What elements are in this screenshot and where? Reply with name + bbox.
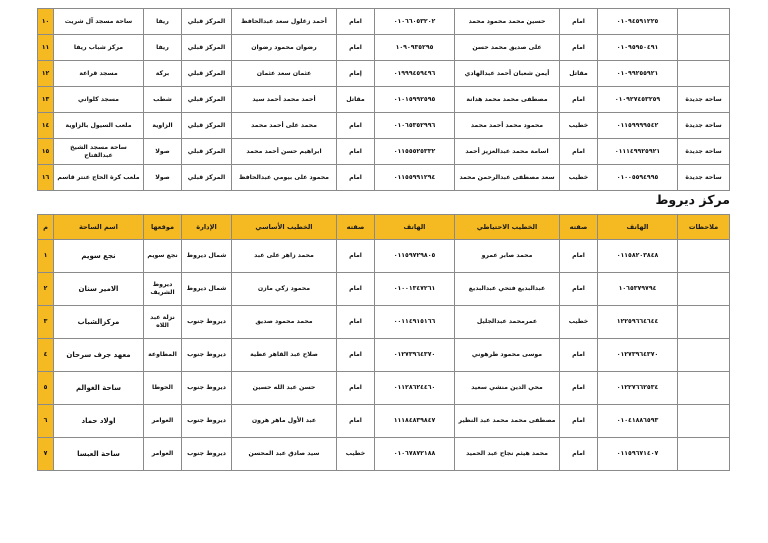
location-cell: الزاوية — [144, 113, 182, 139]
column-header-administration: الإدارة — [182, 215, 232, 240]
location-cell: العوامر — [144, 405, 182, 438]
administration-cell: شمال ديروط — [182, 273, 232, 306]
role-reserve-cell: امام — [560, 339, 598, 372]
reserve-preacher-cell: محمد صابر عمرو — [455, 240, 560, 273]
phone-reserve-cell: ٠١٠٤١٨٨٦٥٩٣ — [598, 405, 678, 438]
venue-name-cell: ملعب كرة الحاج عنتر قاسم — [54, 165, 144, 191]
main-preacher-cell: سيد صادق عبد المحسن — [232, 438, 337, 471]
notes-cell: ساحة جديدة — [678, 165, 730, 191]
role-main-cell: امام — [337, 306, 375, 339]
column-header-main-preacher: الخطيب الأساسي — [232, 215, 337, 240]
serial-cell: ٦ — [38, 405, 54, 438]
table-row — [38, 438, 730, 471]
phone-reserve-cell: ٠١٠٩٥٩٥٠٤٩١ — [598, 35, 678, 61]
reserve-preacher-cell: أيمن شعبان أحمد عبدالهادي — [455, 61, 560, 87]
main-preacher-cell: عبد الأول ماهر هرون — [232, 405, 337, 438]
role-reserve-cell: امام — [560, 273, 598, 306]
column-header-venue-name: اسم الساحة — [54, 215, 144, 240]
notes-cell — [678, 240, 730, 273]
location-cell: ديروط الشريف — [144, 273, 182, 306]
administration-cell: المركز قبلي — [182, 87, 232, 113]
administration-cell: المركز قبلي — [182, 139, 232, 165]
venue-name-cell: ساحة مسجد الشيخ عبدالفتاح — [54, 139, 144, 165]
role-main-cell: امام — [337, 139, 375, 165]
venue-name-cell: ساحة العبسا — [54, 438, 144, 471]
role-main-cell: امام — [337, 165, 375, 191]
venue-name-cell: ملعب السيول بالزاوية — [54, 113, 144, 139]
phone-main-cell: ٠٠١١٤٩١٥١٦٦ — [375, 306, 455, 339]
role-main-cell: امام — [337, 9, 375, 35]
main-preacher-cell: ابراهيم حسن أحمد محمد — [232, 139, 337, 165]
role-main-cell: امام — [337, 339, 375, 372]
role-reserve-cell: امام — [560, 405, 598, 438]
phone-reserve-cell: ١٢٢٥٩٦٦٤٦٤٤ — [598, 306, 678, 339]
location-cell: صولا — [144, 139, 182, 165]
administration-cell: المركز قبلي — [182, 165, 232, 191]
location-cell: شطب — [144, 87, 182, 113]
main-preacher-cell: محمد على أحمد محمد — [232, 113, 337, 139]
main-preacher-cell: رضوان محمود رضوان — [232, 35, 337, 61]
role-main-cell: امام — [337, 372, 375, 405]
reserve-preacher-cell: مصطفى محمد محمد عبد النظير — [455, 405, 560, 438]
role-reserve-cell: خطيب — [560, 165, 598, 191]
table-row — [38, 61, 730, 87]
header-row — [38, 215, 730, 240]
administration-cell: المركز قبلي — [182, 113, 232, 139]
notes-cell — [678, 438, 730, 471]
serial-cell: ٣ — [38, 306, 54, 339]
main-preacher-cell: محمد محمود صديق — [232, 306, 337, 339]
reserve-preacher-cell: اسامة محمد عبدالعزيز أحمد — [455, 139, 560, 165]
phone-reserve-cell: ٠١٠٩٤٥٩١٢٢٥ — [598, 9, 678, 35]
administration-cell: المركز قبلي — [182, 35, 232, 61]
column-header-reserve-preacher: الخطيب الاحتياطي — [455, 215, 560, 240]
column-header-role-reserve: صفته — [560, 215, 598, 240]
reserve-preacher-cell: عمرمحمد عبدالجليل — [455, 306, 560, 339]
phone-reserve-cell: ٠١١١٤٩٩٢٥٩٢١ — [598, 139, 678, 165]
role-reserve-cell: مقاتل — [560, 61, 598, 87]
main-preacher-cell: حسن عبد الله حسين — [232, 372, 337, 405]
notes-cell — [678, 61, 730, 87]
phone-reserve-cell: ٠١٢٢٧٦٦٢٥٣٤ — [598, 372, 678, 405]
serial-cell: ١ — [38, 240, 54, 273]
section-title: مركز ديروط — [655, 192, 730, 207]
serial-cell: ٥ — [38, 372, 54, 405]
role-main-cell: امام — [337, 273, 375, 306]
phone-reserve-cell: ١٠٦٥٣٧٩٧٩٤ — [598, 273, 678, 306]
notes-cell: ساحة جديدة — [678, 87, 730, 113]
phone-reserve-cell: ٠١١٥٩٦٧١٤٠٧ — [598, 438, 678, 471]
role-reserve-cell: امام — [560, 240, 598, 273]
administration-cell: ديروط جنوب — [182, 405, 232, 438]
table-row — [38, 87, 730, 113]
role-reserve-cell: امام — [560, 9, 598, 35]
venue-name-cell: ساحة مسجد آل شريت — [54, 9, 144, 35]
location-cell: ريفا — [144, 35, 182, 61]
administration-cell: ديروط جنوب — [182, 339, 232, 372]
venue-name-cell: ساحة الغوالم — [54, 372, 144, 405]
main-preacher-cell: صلاح عبد القاهر عطية — [232, 339, 337, 372]
phone-reserve-cell: ٠١١٥٨٢٠٣٨٤٨ — [598, 240, 678, 273]
administration-cell: المركز قبلي — [182, 9, 232, 35]
serial-cell: ٢ — [38, 273, 54, 306]
main-preacher-cell: عثمان سعد عثمان — [232, 61, 337, 87]
location-cell: ريفا — [144, 9, 182, 35]
venue-name-cell: اولاد حماد — [54, 405, 144, 438]
role-reserve-cell: امام — [560, 35, 598, 61]
reserve-preacher-cell: على صديق محمد حسن — [455, 35, 560, 61]
phone-main-cell: ٠١٠٦٧٨٧٢١٨٨ — [375, 438, 455, 471]
table-row — [38, 273, 730, 306]
role-main-cell: امام — [337, 405, 375, 438]
role-reserve-cell: امام — [560, 372, 598, 405]
phone-reserve-cell: ٠١٢٧٣٩٦٤٣٧٠ — [598, 339, 678, 372]
venue-name-cell: مسجد كلواني — [54, 87, 144, 113]
lower-table-container — [38, 214, 730, 471]
reserve-preacher-cell: محمد هيثم نجاح عبد الحميد — [455, 438, 560, 471]
table-row — [38, 9, 730, 35]
serial-cell: ١٤ — [38, 113, 54, 139]
reserve-preacher-cell: عبدالبديع فتحي عبدالبديع — [455, 273, 560, 306]
notes-cell: ساحة جديدة — [678, 113, 730, 139]
serial-cell: ١٦ — [38, 165, 54, 191]
location-cell: نزلة عبد اللاه — [144, 306, 182, 339]
upper-table-body — [38, 9, 730, 191]
phone-main-cell: ٠١١٥٩٧٢٩٨٠٥ — [375, 240, 455, 273]
serial-cell: ١٣ — [38, 87, 54, 113]
main-preacher-cell: محمود على بيومي عبدالحافظ — [232, 165, 337, 191]
phone-main-cell: ٠١١٥٥٥٢٥٣٣٢ — [375, 139, 455, 165]
phone-main-cell: ٠١٩٩٩٤٥٩٤٩٦ — [375, 61, 455, 87]
main-preacher-cell: أحمد زغلول سعد عبدالحافظ — [232, 9, 337, 35]
serial-cell: ٤ — [38, 339, 54, 372]
main-preacher-cell: محمود زكي مازن — [232, 273, 337, 306]
location-cell: بركة — [144, 61, 182, 87]
venue-name-cell: الامير سنان — [54, 273, 144, 306]
column-header-serial: م — [38, 215, 54, 240]
role-main-cell: إمام — [337, 61, 375, 87]
table-row — [38, 240, 730, 273]
column-header-phone-reserve: الهاتف — [598, 215, 678, 240]
serial-cell: ١٥ — [38, 139, 54, 165]
notes-cell — [678, 35, 730, 61]
notes-cell — [678, 372, 730, 405]
reserve-preacher-cell: محي الدين منشي سعيد — [455, 372, 560, 405]
serial-cell: ٧ — [38, 438, 54, 471]
venue-name-cell: مركز شباب ريفا — [54, 35, 144, 61]
administration-cell: ديروط جنوب — [182, 306, 232, 339]
phone-reserve-cell: ٠١٠٠٥٥٩٤٩٩٥ — [598, 165, 678, 191]
serial-cell: ١٢ — [38, 61, 54, 87]
phone-main-cell: ١١١٨٤٨٣٩٨٤٧ — [375, 405, 455, 438]
serial-cell: ١٠ — [38, 9, 54, 35]
location-cell: العوامر — [144, 438, 182, 471]
role-reserve-cell: امام — [560, 438, 598, 471]
venue-name-cell: مسجد قراعة — [54, 61, 144, 87]
mosque-assignments-table-continued — [37, 8, 730, 191]
table-row — [38, 113, 730, 139]
location-cell: الحوطا — [144, 372, 182, 405]
role-main-cell: امام — [337, 240, 375, 273]
notes-cell — [678, 339, 730, 372]
table-row — [38, 339, 730, 372]
role-main-cell: مقاتل — [337, 87, 375, 113]
role-reserve-cell: خطيب — [560, 306, 598, 339]
phone-main-cell: ١٠٩٠٩٣٥٢٩٥ — [375, 35, 455, 61]
phone-main-cell: ٠١٠٦٦٠٥٣٢٠٢ — [375, 9, 455, 35]
location-cell: نجع سويم — [144, 240, 182, 273]
reserve-preacher-cell: موسى محمود طرهوني — [455, 339, 560, 372]
administration-cell: ديروط جنوب — [182, 438, 232, 471]
lower-table-header — [38, 215, 730, 240]
column-header-notes: ملاحظات — [678, 215, 730, 240]
venue-name-cell: معهد جرف سرحان — [54, 339, 144, 372]
role-main-cell: امام — [337, 35, 375, 61]
table-row — [38, 35, 730, 61]
phone-main-cell: ٠١٠٠١٣٤٧٢٦١ — [375, 273, 455, 306]
phone-main-cell: ٠١١٢٨٦٢٤٤٦٠ — [375, 372, 455, 405]
venue-name-cell: مركزالشباب — [54, 306, 144, 339]
phone-main-cell: ٠١٢٧٣٩٦٤٣٧٠ — [375, 339, 455, 372]
phone-main-cell: ٠١١٥٥٩٩١٢٩٤ — [375, 165, 455, 191]
reserve-preacher-cell: محمود محمد أحمد محمد — [455, 113, 560, 139]
reserve-preacher-cell: سعد مصطفى عبدالرحمن محمد — [455, 165, 560, 191]
notes-cell — [678, 405, 730, 438]
serial-cell: ١١ — [38, 35, 54, 61]
role-reserve-cell: امام — [560, 139, 598, 165]
main-preacher-cell: محمد زاهر على عبد — [232, 240, 337, 273]
notes-cell — [678, 306, 730, 339]
administration-cell: المركز قبلي — [182, 61, 232, 87]
notes-cell: ساحة جديدة — [678, 139, 730, 165]
column-header-role-main: صفته — [337, 215, 375, 240]
table-row — [38, 306, 730, 339]
column-header-location: موقعها — [144, 215, 182, 240]
phone-main-cell: ٠١٠١٥٩٩٢٥٩٥ — [375, 87, 455, 113]
location-cell: المطاوعة — [144, 339, 182, 372]
phone-main-cell: ٠١٠٦٥٣٥٢٩٩٦ — [375, 113, 455, 139]
column-header-phone-main: الهاتف — [375, 215, 455, 240]
main-preacher-cell: أحمد محمد أحمد سيد — [232, 87, 337, 113]
role-main-cell: امام — [337, 113, 375, 139]
upper-table-container — [38, 8, 730, 191]
table-row — [38, 165, 730, 191]
venue-name-cell: نجع سويم — [54, 240, 144, 273]
table-row — [38, 405, 730, 438]
mosque-assignments-table-dayrut — [37, 214, 730, 471]
administration-cell: شمال ديروط — [182, 240, 232, 273]
lower-table-body — [38, 240, 730, 471]
administration-cell: ديروط جنوب — [182, 372, 232, 405]
role-reserve-cell: امام — [560, 87, 598, 113]
phone-reserve-cell: ٠١١٥٩٩٩٩٥٤٢ — [598, 113, 678, 139]
phone-reserve-cell: ٠١٠٩٢٧٤٥٣٢٥٩ — [598, 87, 678, 113]
table-row — [38, 139, 730, 165]
phone-reserve-cell: ٠١٠٩٩٢٥٥٩٢١ — [598, 61, 678, 87]
location-cell: صولا — [144, 165, 182, 191]
notes-cell — [678, 273, 730, 306]
table-row — [38, 372, 730, 405]
role-reserve-cell: خطيب — [560, 113, 598, 139]
reserve-preacher-cell: حسين محمد محمود محمد — [455, 9, 560, 35]
reserve-preacher-cell: مصطفى محمد محمد هدانة — [455, 87, 560, 113]
role-main-cell: خطيب — [337, 438, 375, 471]
notes-cell — [678, 9, 730, 35]
